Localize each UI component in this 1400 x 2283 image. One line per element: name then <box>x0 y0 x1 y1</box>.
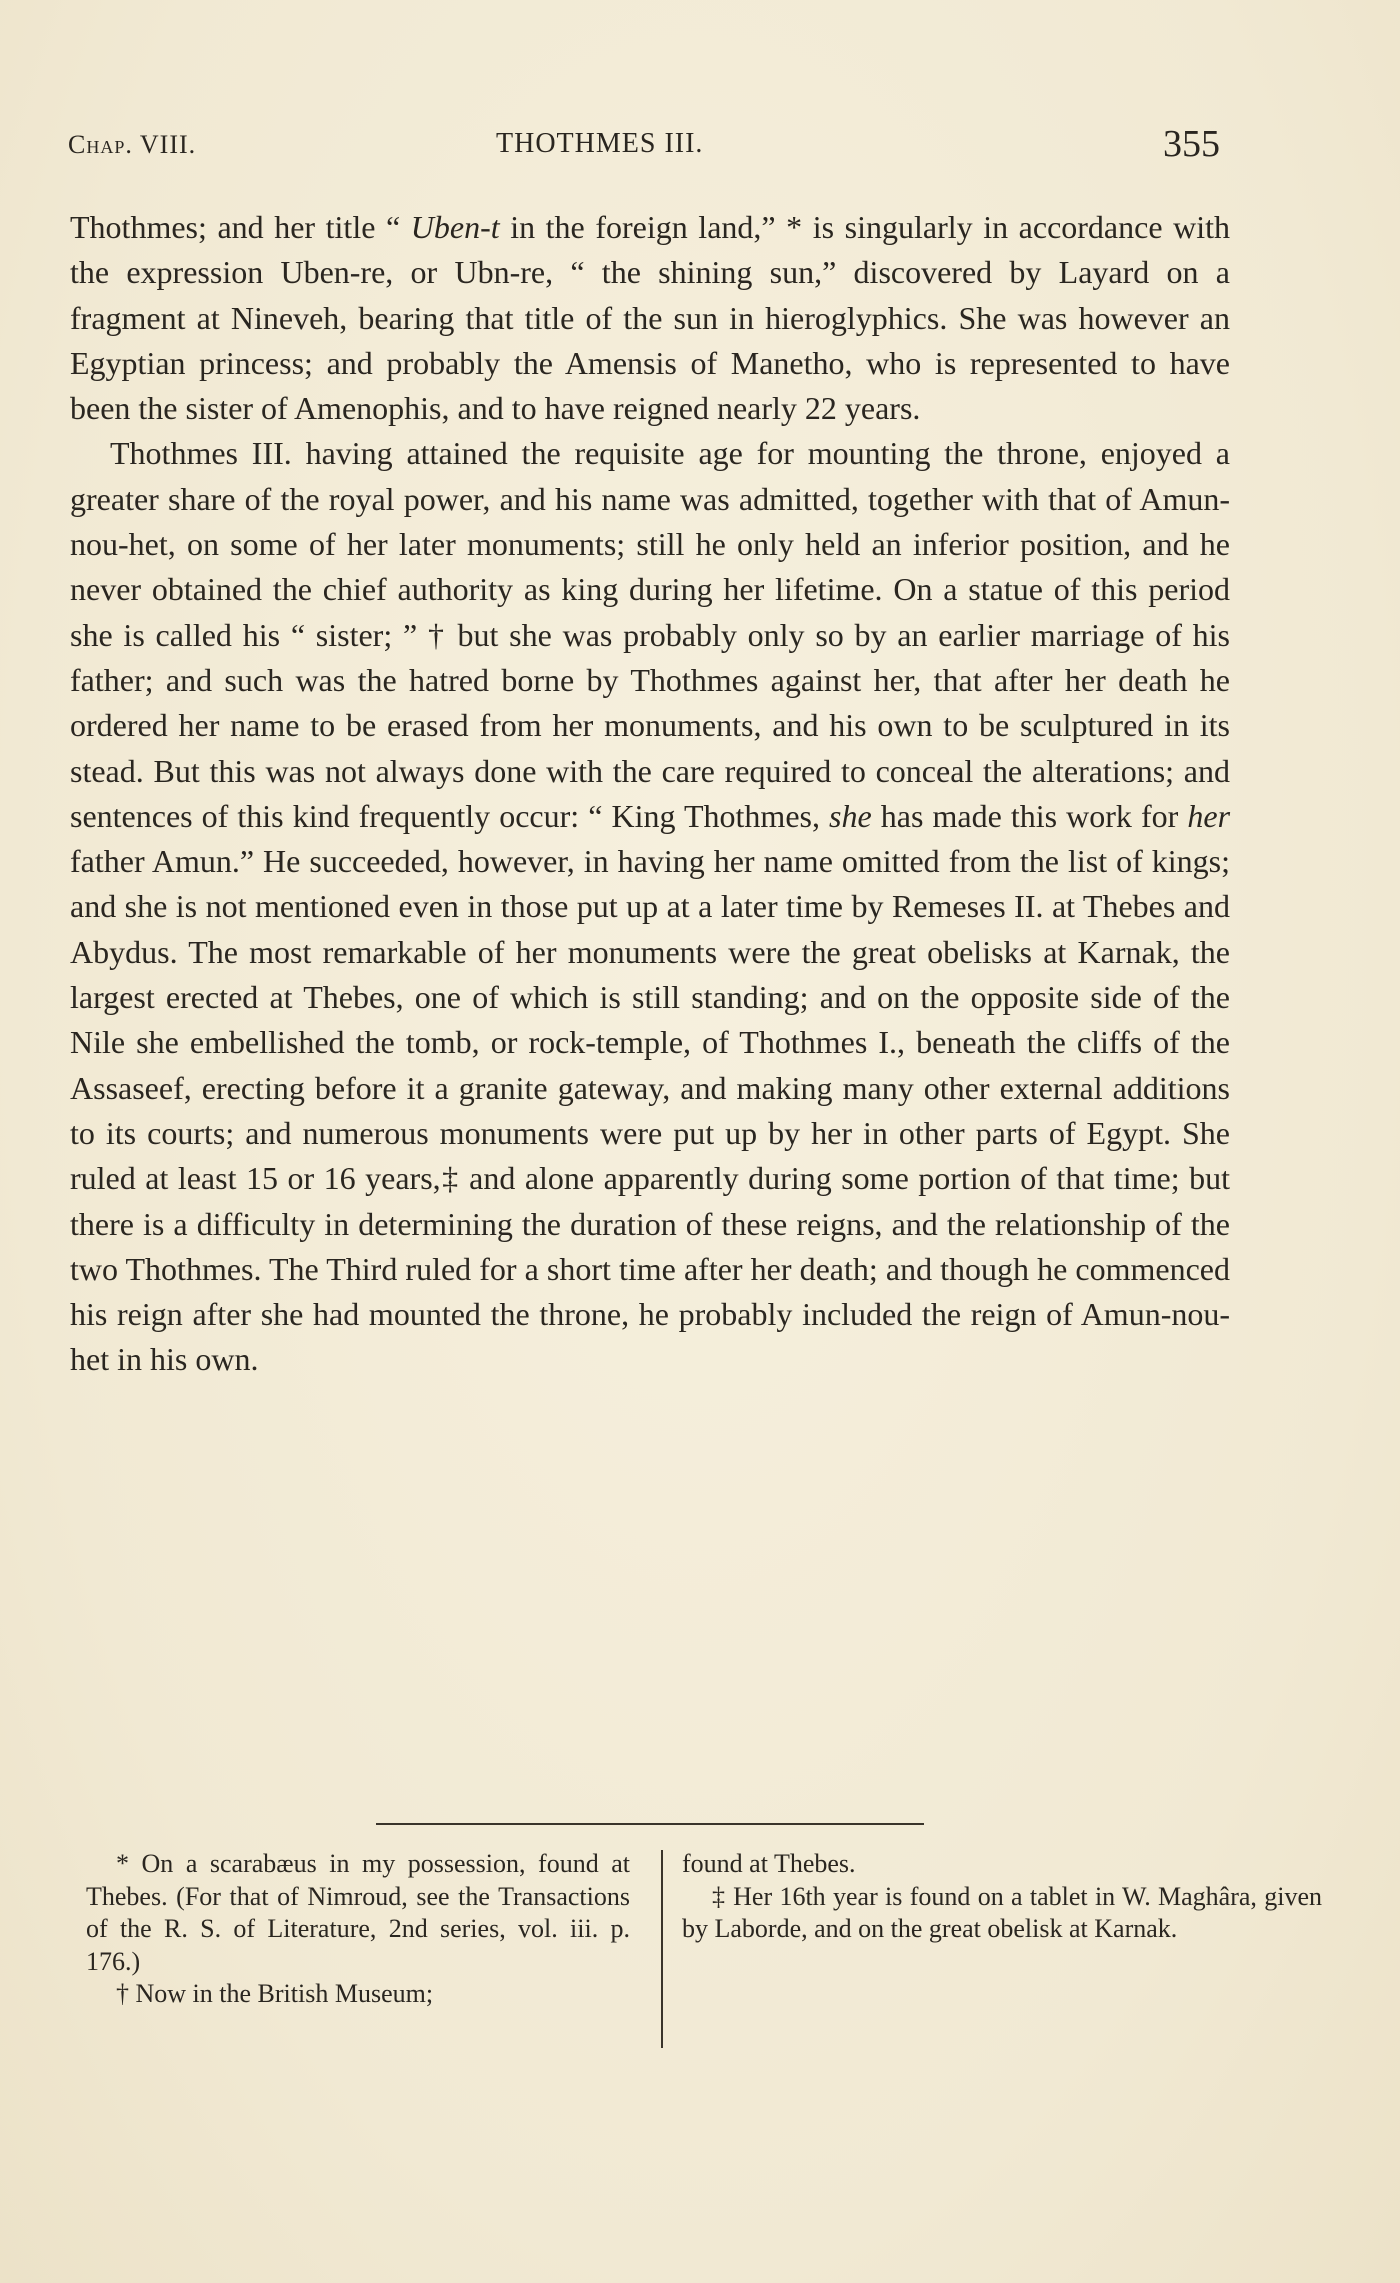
paragraph-2 <box>70 431 1230 1382</box>
paragraph-2-italic-her: her <box>1187 797 1231 834</box>
chapter-label: Chap. VIII. <box>68 130 197 159</box>
paragraph-1-text-a: Thothmes; and her title “ <box>70 209 411 245</box>
footnote-column-divider <box>661 1850 663 2048</box>
footnotes-left-column <box>86 1848 630 2011</box>
footnote-dagger-continued: found at Thebes. <box>682 1849 856 1878</box>
paragraph-2-italic-she: she <box>829 797 872 834</box>
paragraph-2-text-c: has made this work for <box>871 797 1188 834</box>
paragraph-1-italic: Uben-t <box>410 209 500 245</box>
running-title: THOTHMES III. <box>496 128 704 159</box>
footnote-dagger: † Now in the British Museum; <box>116 1979 434 2009</box>
footnote-star: * On a scarabæus in my possession, found at Thebes. (For that of Nimroud, see the Transactions of the R. S. of Literature, 2nd series, vol. iii. p. 176.) <box>86 1849 630 1976</box>
paragraph-2-text-a: Thothmes III. having attained the requisite age for mounting the throne, enjoyed a greater share of the royal power, and his name was admitted, together with that of Amun-nou-het, on some of her later monuments; still he only held an inferior position, and he never obtained the chief authority as king during her lifetime. On a statue of this period she is called his “ sister; ” † but she was probably only so by an earlier marriage of his father; and such was the hatred borne by Thothmes against her, that after her death he ordered her name to be erased from her monuments, and his own to be sculptured in its stead. But this was not always done with the care required to conceal the alterations; and sentences of this kind frequently occur: “ King Thothmes, <box>70 435 1230 834</box>
running-head <box>68 123 1220 170</box>
footnotes <box>86 1848 1322 2048</box>
body-text <box>70 205 1230 1383</box>
paragraph-1-text-b: in the foreign land,” * is singularly in accordance with the expression Uben-re, or Ubn-re, “ the shining sun,” discovered by Layard on a fragment at Nineveh, bearing that title of the sun in hieroglyphics. She was however an Egyptian princess; and probably the Amensis of Manetho, who is represented to have been the sister of Amenophis, and to have reigned nearly 22 years. <box>70 209 1231 427</box>
footnote-rule <box>376 1823 924 1825</box>
paragraph-2-text-e: father Amun.” He succeeded, however, in having her name omitted from the list of kings; and she is not mentioned even in those put up at a later time by Remeses II. at Thebes and Abydus. The most remarkable of her monuments were the great obelisks at Karnak, the largest erected at Thebes, one of which is still standing; and on the opposite side of the Nile she embellished the tomb, or rock-temple, of Thothmes I., beneath the cliffs of the Assaseef, erecting before it a granite gateway, and making many other external additions to its courts; and numerous monuments were put up by her in other parts of Egypt. She ruled at least 15 or 16 years,‡ and alone apparently during some portion of that time; but there is a difficulty in determining the duration of these reigns, and the relationship of the two Thothmes. The Third ruled for a short time after her death; and though he commenced his reign after she had mounted the throne, he probably included the reign of Amun-nou-het in his own. <box>70 843 1230 1378</box>
footnote-double-dagger: ‡ Her 16th year is found on a tablet in W. Maghâra, given by Laborde, and on the great obelisk at Karnak. <box>682 1881 1322 1944</box>
page-number: 355 <box>1163 123 1220 165</box>
footnotes-right-column <box>682 1848 1322 1946</box>
paragraph-1 <box>70 205 1230 431</box>
